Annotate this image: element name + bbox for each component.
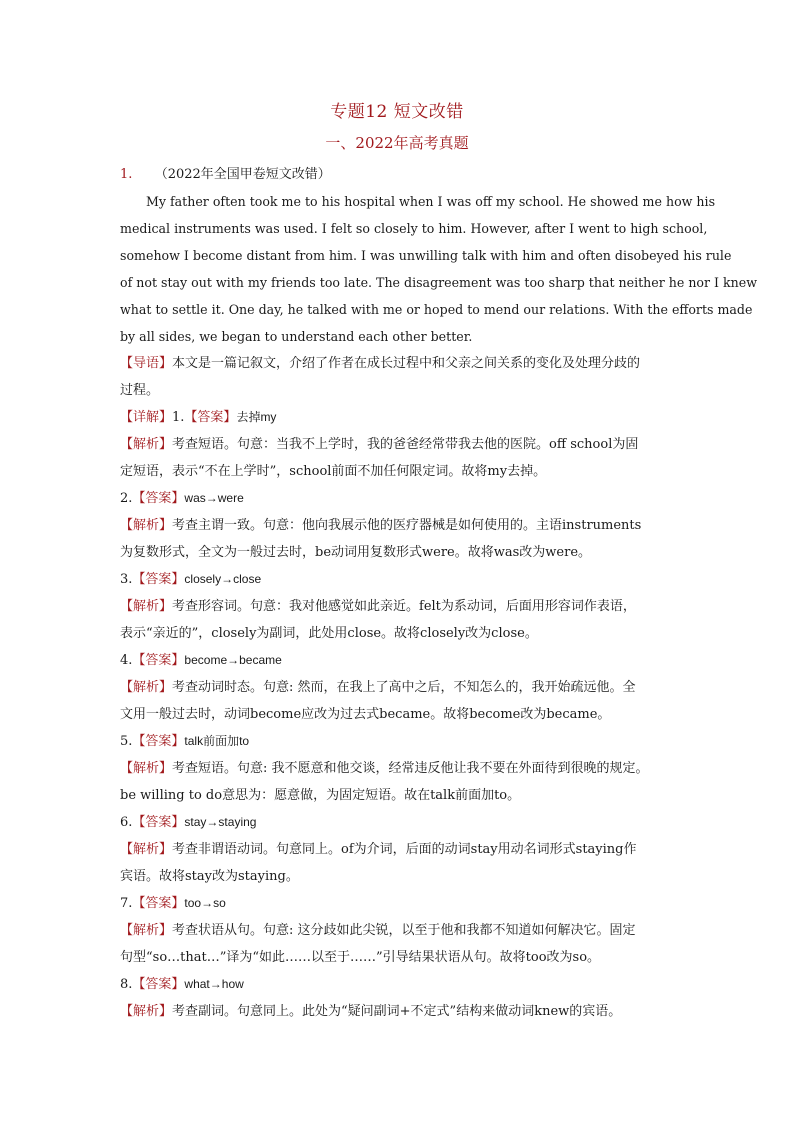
passage-line: medical instruments was used. I felt so closely to him. However, after I went to high school, xyxy=(120,221,708,236)
passage-line: of not stay out with my friends too late. The disagreement was too sharp that neither he nor I knew xyxy=(120,275,757,290)
passage-line: by all sides, we began to understand each other better. xyxy=(120,329,473,344)
guide-text: 本文是一篇记叙文，介绍了作者在成长过程中和父亲之间关系的变化及处理分歧的 xyxy=(172,356,641,371)
analysis-label: 【解析】 xyxy=(120,680,173,695)
analysis-label: 【解析】 xyxy=(120,599,173,614)
analysis-text: 考查状语从句。句意: 这分歧如此尖锐，以至于他和我都不知道如何解决它。固定 xyxy=(172,923,636,938)
analysis-line xyxy=(120,836,680,863)
guide-label: 【导语】 xyxy=(120,356,173,371)
answer-label: 【答案】 xyxy=(132,896,185,911)
answer-label: 【答案】 xyxy=(132,977,185,992)
analysis-line xyxy=(120,917,680,944)
answer-line xyxy=(120,809,680,836)
answer-text: 去掉my xyxy=(236,410,277,424)
detail-label: 【详解】 xyxy=(120,410,173,425)
answer-text: stay→staying xyxy=(184,815,257,829)
analysis-line: be willing to do意思为：愿意做，为固定短语。故在talk前面加to。 xyxy=(120,788,521,803)
analysis-label: 【解析】 xyxy=(120,842,173,857)
analysis-text: 考查动词时态。句意: 然而，在我上了高中之后，不知怎么的，我开始疏远他。全 xyxy=(172,680,636,695)
answer-text: closely→close xyxy=(184,572,262,586)
answer-text: what→how xyxy=(184,977,244,991)
section-subtitle: 一、2022年高考真题 xyxy=(325,134,469,152)
answer-line xyxy=(120,971,680,998)
analysis-text: 考查形容词。句意：我对他感觉如此亲近。felt为系动词，后面用形容词作表语， xyxy=(172,599,636,614)
answer-line xyxy=(120,404,680,431)
analysis-text: 考查副词。句意同上。此处为“疑问副词+不定式”结构来做动词knew的宾语。 xyxy=(172,1004,622,1019)
answer-line xyxy=(120,647,680,674)
guide-line: 过程。 xyxy=(120,383,160,398)
answer-number: 3. xyxy=(120,572,133,587)
analysis-line xyxy=(120,755,680,782)
analysis-line xyxy=(120,593,680,620)
analysis-line: 文用一般过去时，动词become应改为过去式became。故将become改为became。 xyxy=(120,707,611,722)
answer-number: 6. xyxy=(120,815,133,830)
passage-line: what to settle it. One day, he talked with me or hoped to mend our relations. With the efforts made xyxy=(120,302,753,317)
answer-number: 1. xyxy=(172,410,185,425)
answer-label: 【答案】 xyxy=(132,491,185,506)
analysis-line: 句型“so…that…”译为“如此……以至于……”引导结果状语从句。故将too改为so。 xyxy=(120,950,601,965)
answer-label: 【答案】 xyxy=(132,815,185,830)
analysis-line: 为复数形式，全文为一般过去时，be动词用复数形式were。故将was改为were。 xyxy=(120,545,592,560)
analysis-label: 【解析】 xyxy=(120,761,173,776)
answer-label: 【答案】 xyxy=(132,653,185,668)
answer-text: too→so xyxy=(184,896,226,910)
answer-text: was→were xyxy=(184,491,244,505)
answer-number: 8. xyxy=(120,977,133,992)
answer-number: 2. xyxy=(120,491,133,506)
question-number: 1. xyxy=(120,167,133,182)
answer-line xyxy=(120,890,680,917)
analysis-label: 【解析】 xyxy=(120,518,173,533)
answer-label: 【答案】 xyxy=(184,410,237,425)
analysis-text: 考查短语。句意：当我不上学时，我的爸爸经常带我去他的医院。off school为固 xyxy=(172,437,639,452)
analysis-line xyxy=(120,998,680,1025)
guide-line xyxy=(120,350,680,377)
answer-line xyxy=(120,485,680,512)
analysis-label: 【解析】 xyxy=(120,437,173,452)
answer-line xyxy=(120,728,680,755)
question-header xyxy=(120,161,680,188)
answer-line xyxy=(120,566,680,593)
analysis-text: 考查短语。句意: 我不愿意和他交谈，经常违反他让我不要在外面待到很晚的规定。 xyxy=(172,761,649,776)
analysis-line: 宾语。故将stay改为staying。 xyxy=(120,869,299,884)
passage xyxy=(120,188,757,350)
analysis-line xyxy=(120,431,680,458)
answer-label: 【答案】 xyxy=(132,572,185,587)
answer-label: 【答案】 xyxy=(132,734,185,749)
analysis-label: 【解析】 xyxy=(120,923,173,938)
analysis-line: 表示“亲近的”，closely为副词，此处用close。故将closely改为close。 xyxy=(120,626,538,641)
analysis-line xyxy=(120,674,680,701)
answer-number: 7. xyxy=(120,896,133,911)
content-area xyxy=(120,161,757,1025)
passage-line: somehow I become distant from him. I was unwilling talk with him and often disobeyed his rule xyxy=(120,248,732,263)
answer-number: 4. xyxy=(120,653,133,668)
answer-text: become→became xyxy=(184,653,282,667)
answer-text: talk前面加to xyxy=(184,734,250,748)
page-title: 专题12 短文改错 xyxy=(330,102,464,122)
analysis-text: 考查非谓语动词。句意同上。of为介词，后面的动词stay用动名词形式staying作 xyxy=(172,842,637,857)
answer-number: 5. xyxy=(120,734,133,749)
analysis-line: 定短语，表示“不在上学时”，school前面不加任何限定词。故将my去掉。 xyxy=(120,464,547,479)
question-source: （2022年全国甲卷短文改错） xyxy=(154,167,331,182)
analysis-line xyxy=(120,512,680,539)
passage-line: My father often took me to his hospital when I was off my school. He showed me how his xyxy=(146,194,716,209)
analysis-text: 考查主谓一致。句意：他向我展示他的医疗器械是如何使用的。主语instruments xyxy=(172,518,642,533)
analysis-label: 【解析】 xyxy=(120,1004,173,1019)
